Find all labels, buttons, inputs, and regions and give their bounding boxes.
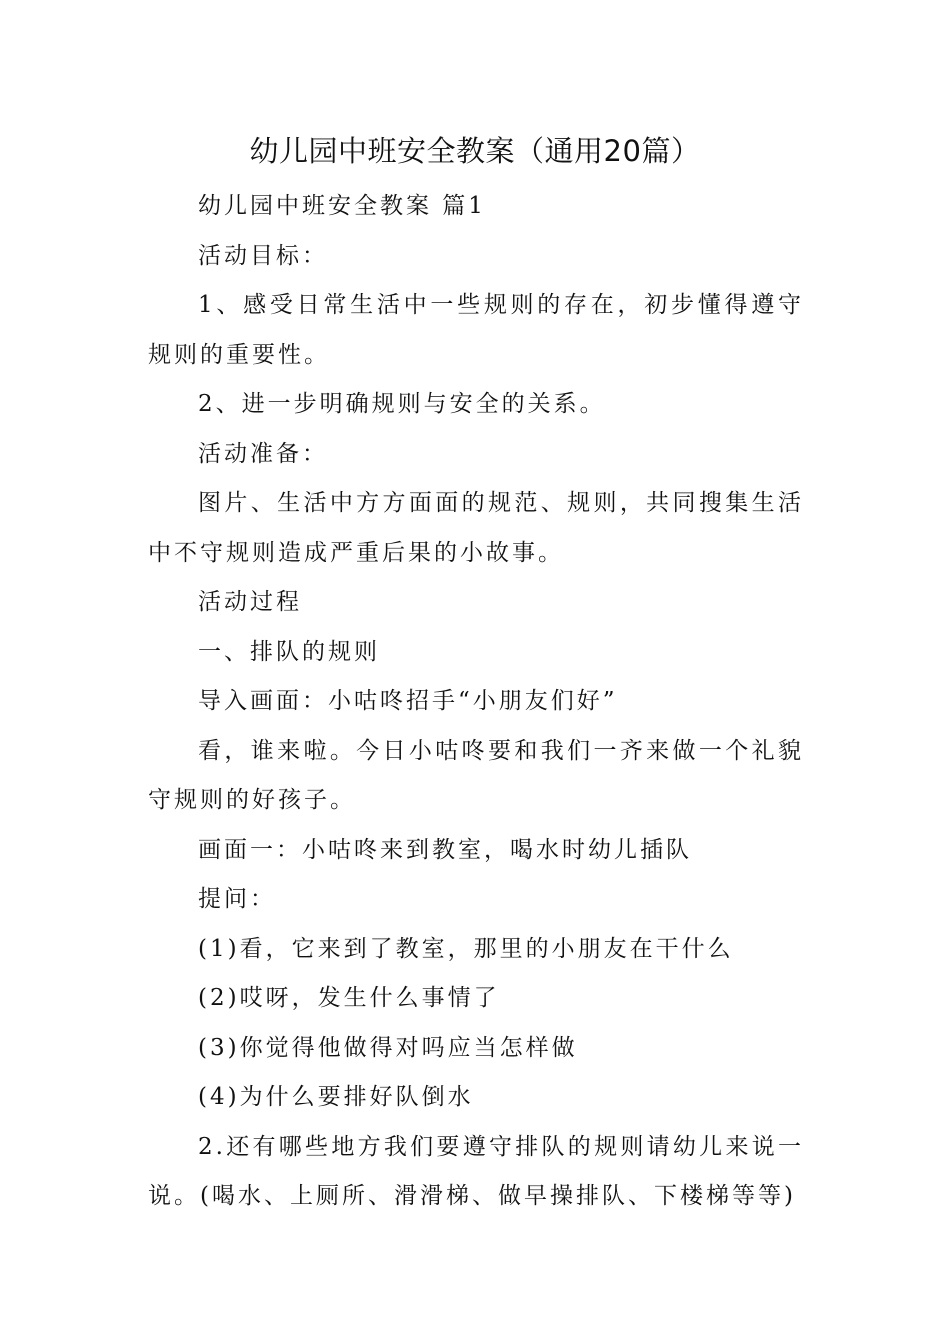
paragraph: 2.还有哪些地方我们要遵守排队的规则请幼儿来说一说。(喝水、上厕所、滑滑梯、做早操排队、下楼梯等等)	[148, 1133, 804, 1209]
paragraph: 提问：	[198, 886, 276, 912]
paragraph: (4)为什么要排好队倒水	[198, 1084, 474, 1110]
section-heading: 幼儿园中班安全教案 篇1	[198, 193, 486, 219]
paragraph: 画面一：小咕咚来到教室，喝水时幼儿插队	[198, 836, 692, 863]
paragraph: 一、排队的规则	[198, 638, 380, 665]
document-title: 幼儿园中班安全教案（通用20篇）	[249, 134, 701, 168]
paragraph: 活动目标：	[198, 242, 328, 269]
paragraph: 图片、生活中方方面面的规范、规则，共同搜集生活中不守规则造成严重后果的小故事。	[148, 490, 804, 566]
paragraph: 看，谁来啦。今日小咕咚要和我们一齐来做一个礼貌守规则的好孩子。	[148, 737, 804, 813]
paragraph: 2、进一步明确规则与安全的关系。	[198, 391, 606, 417]
document-body	[148, 182, 804, 1222]
paragraph: (1)看，它来到了教室，那里的小朋友在干什么	[198, 935, 734, 962]
paragraph: (2)哎呀，发生什么事情了	[198, 985, 500, 1011]
paragraph: 导入画面：小咕咚招手“小朋友们好”	[198, 688, 618, 714]
paragraph: 活动过程	[198, 589, 302, 615]
paragraph: 1、感受日常生活中一些规则的存在，初步懂得遵守规则的重要性。	[148, 292, 804, 368]
paragraph: 活动准备：	[198, 440, 328, 467]
paragraph: (3)你觉得他做得对吗应当怎样做	[198, 1034, 578, 1061]
